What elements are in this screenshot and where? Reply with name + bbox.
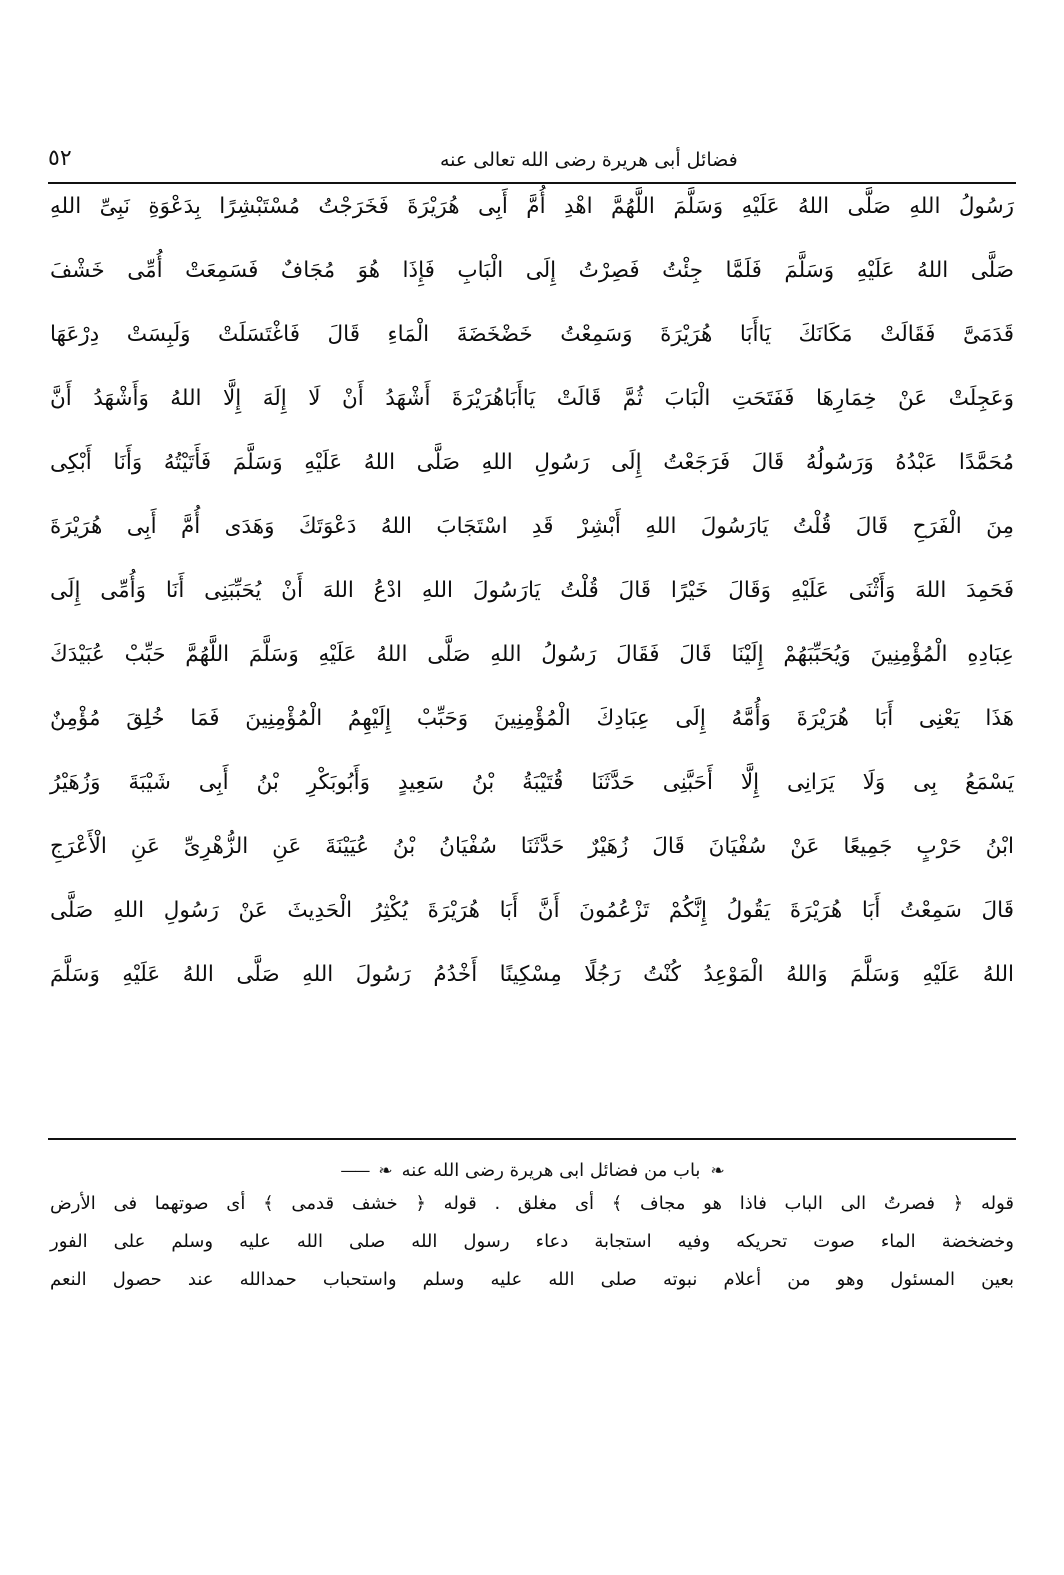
footnote-dashes: —— (340, 1161, 369, 1180)
page-header (48, 128, 1016, 170)
ornament-icon: ❧ (378, 1161, 392, 1180)
main-text-block (50, 196, 1014, 1126)
header-divider (48, 182, 1016, 184)
footnote-line: بعين المسئول وهو من أعلام نبوته صلى الله عليه وسلم واستحباب حمدالله عند حصول النعم (50, 1269, 1014, 1290)
text-line: قَدَمَىَّ فَقَالَتْ مَكَانَكَ يَاأَبَا هُرَيْرَةَ وَسَمِعْتُ خَضْخَضَةَ الْمَاءِ قَالَ فَاغْتَسَلَتْ وَلَبِسَتْ دِرْعَهَا (50, 322, 1014, 347)
text-line: عِبَادِهِ الْمُؤْمِنِينَ وَيُحَبِّبَهُمْ إِلَيْنَا قَالَ فَقَالَ رَسُولُ اللهِ صَلَّى اللهُ عَلَيْهِ وَسَلَّمَ اللَّهُمَّ حَبِّبْ عُبَيْدَكَ (50, 642, 1014, 667)
page-number: ٥٢ (48, 146, 72, 171)
text-line: اللهُ عَلَيْهِ وَسَلَّمَ وَاللهُ الْمَوْعِدُ كُنْتُ رَجُلًا مِسْكِينًا أَخْدُمُ رَسُولَ اللهِ صَلَّى اللهُ عَلَيْهِ وَسَلَّمَ (50, 962, 1014, 987)
footnote-divider (48, 1138, 1016, 1140)
text-line: ابْنُ حَرْبٍ جَمِيعًا عَنْ سُفْيَانَ قَالَ زُهَيْرٌ حَدَّثَنَا سُفْيَانُ بْنُ عُيَيْنَةَ عَنِ الزُّهْرِىِّ عَنِ الْأَعْرَجِ (50, 834, 1014, 859)
footnote-title: باب من فضائل ابى هريرة رضى الله عنه (401, 1160, 701, 1181)
footnote-body (50, 1195, 1014, 1309)
text-line: هَذَا يَعْنِى أَبَا هُرَيْرَةَ وَأُمَّهُ إِلَى عِبَادِكَ الْمُؤْمِنِينَ وَحَبِّبْ إِلَيْهِمُ الْمُؤْمِنِينَ فَمَا خُلِقَ مُؤْمِنٌ (50, 706, 1014, 731)
footnote-title-row (50, 1160, 1014, 1181)
ornament-icon: ❧ (710, 1161, 724, 1180)
footnote-block (50, 1160, 1014, 1309)
text-line: رَسُولُ اللهِ صَلَّى اللهُ عَلَيْهِ وَسَلَّمَ اللَّهُمَّ اهْدِ أُمَّ أَبِى هُرَيْرَةَ فَخَرَجْتُ مُسْتَبْشِرًا بِدَعْوَةِ نَبِىِّ اللهِ (50, 194, 1014, 219)
page-title: فضائل أبى هريرة رضى الله تعالى عنه (439, 149, 738, 171)
text-line: يَسْمَعُ بِى وَلَا يَرَانِى إِلَّا أَحَبَّنِى حَدَّثَنَا قُتَيْبَةُ بْنُ سَعِيدٍ وَأَبُوبَكْرِ بْنُ أَبِى شَيْبَةَ وَزُهَيْرُ (50, 770, 1014, 795)
text-line: قَالَ سَمِعْتُ أَبَا هُرَيْرَةَ يَقُولُ إِنَّكُمْ تَزْعُمُونَ أَنَّ أَبَا هُرَيْرَةَ يُكْثِرُ الْحَدِيثَ عَنْ رَسُولِ اللهِ صَلَّى (50, 898, 1014, 923)
text-line: مُحَمَّدًا عَبْدُهُ وَرَسُولُهُ قَالَ فَرَجَعْتُ إِلَى رَسُولِ اللهِ صَلَّى اللهُ عَلَيْهِ وَسَلَّمَ فَأَتَيْتُهُ وَأَنَا أَبْكِى (50, 450, 1014, 475)
text-line: وَعَجِلَتْ عَنْ خِمَارِهَا فَفَتَحَتِ الْبَابَ ثُمَّ قَالَتْ يَاأَبَاهُرَيْرَةَ أَشْهَدُ أَنْ لَا إِلَهَ إِلَّا اللهُ وَأَشْهَدُ أَنَّ (50, 386, 1014, 411)
text-line: فَحَمِدَ اللهَ وَأَثْنَى عَلَيْهِ وَقَالَ خَيْرًا قَالَ قُلْتُ يَارَسُولَ اللهِ ادْعُ اللهَ أَنْ يُحَبِّبَنِى أَنَا وَأُمِّى إِلَى (50, 578, 1014, 603)
text-line: صَلَّى اللهُ عَلَيْهِ وَسَلَّمَ فَلَمَّا جِئْتُ فَصِرْتُ إِلَى الْبَابِ فَإِذَا هُوَ مُجَافٌ فَسَمِعَتْ أُمِّى خَشْفَ (50, 258, 1014, 283)
footnote-line: قوله ﴿ فصرتُ الى الباب فاذا هو مجاف ﴾ أى مغلق . قوله ﴿ خشف قدمى ﴾ أى صوتهما فى الأرض (50, 1193, 1014, 1214)
footnote-line: وخضخضة الماء صوت تحريكه وفيه استجابة دعاء رسول الله صلى الله عليه وسلم على الفور (50, 1231, 1014, 1252)
text-line: مِنَ الْفَرَحِ قَالَ قُلْتُ يَارَسُولَ اللهِ أَبْشِرْ قَدِ اسْتَجَابَ اللهُ دَعْوَتَكَ وَهَدَى أُمَّ أَبِى هُرَيْرَةَ (50, 514, 1014, 539)
